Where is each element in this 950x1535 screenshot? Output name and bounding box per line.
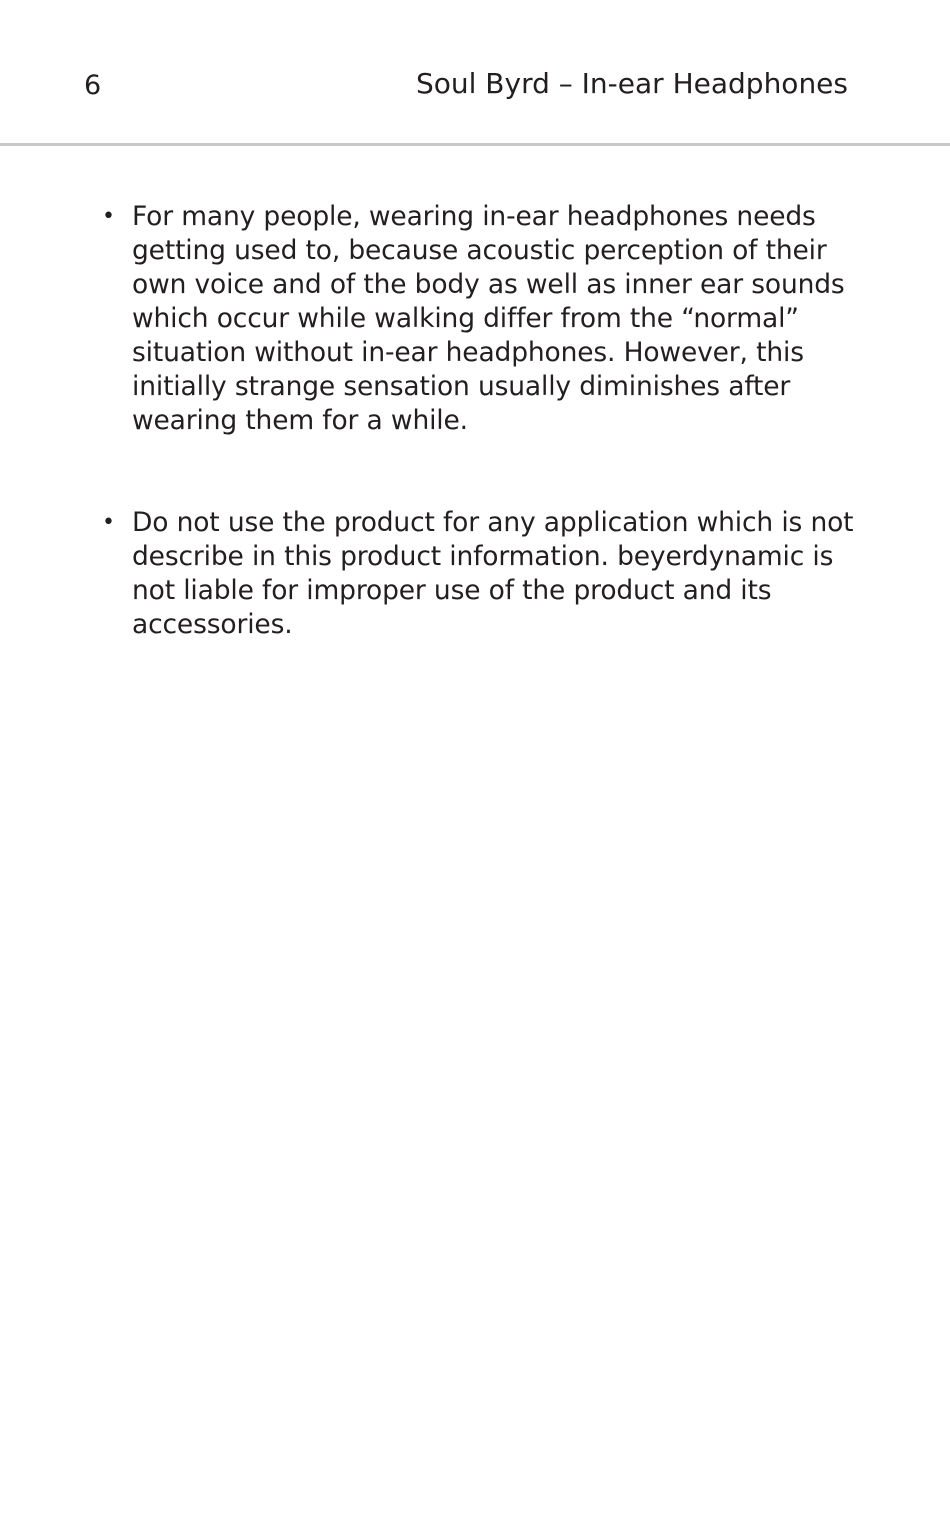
bullet-icon: • <box>102 204 115 229</box>
bullet-list <box>100 200 860 642</box>
page-header <box>0 0 950 146</box>
running-title: Soul Byrd – In-ear Headphones <box>415 67 848 100</box>
bullet-icon: • <box>102 510 115 535</box>
list-item <box>100 506 860 642</box>
list-item <box>100 200 860 438</box>
page-number: 6 <box>84 70 102 101</box>
list-item-text: For many people, wearing in-ear headphones needs getting used to, because acoustic perception of their own voice and of the body as well as inner ear sounds which occur while walking differ from the “normal” situation without in-ear headphones. However, this initially strange sensation usually diminishes after wearing them for a while. <box>132 201 845 436</box>
list-item-text: Do not use the product for any application which is not describe in this product information. beyerdynamic is not liable for improper use of the product and its accessories. <box>132 507 854 640</box>
